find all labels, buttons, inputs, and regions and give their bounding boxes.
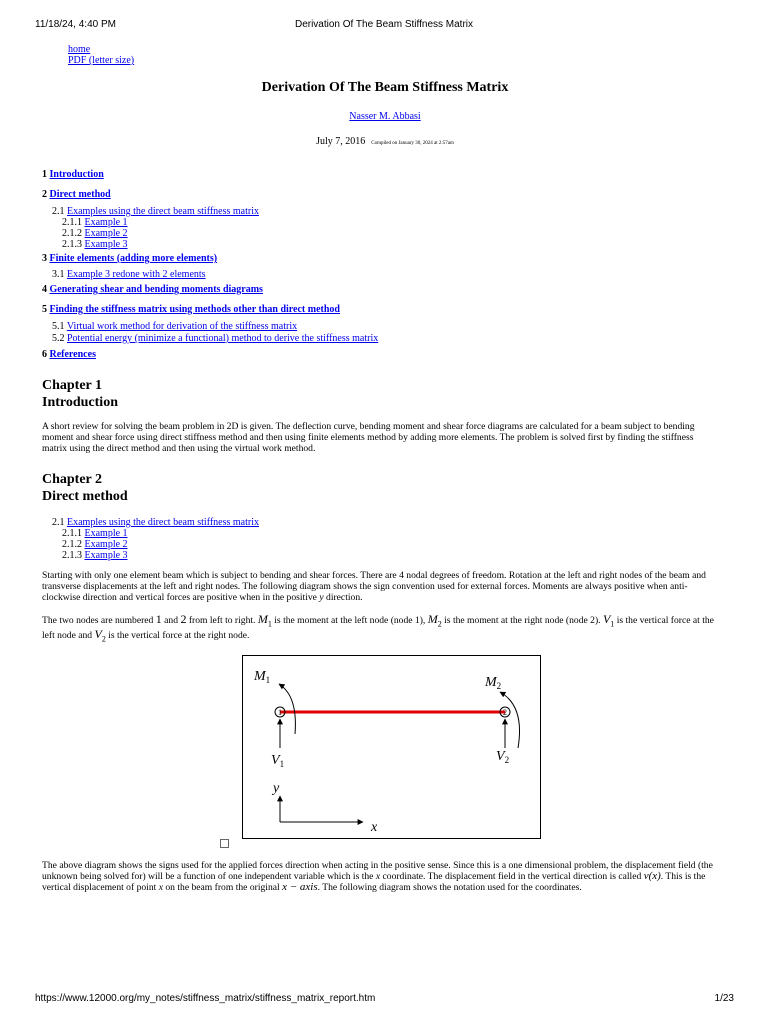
- compiled-note: Compiled on January 30, 2024 at 2:57am: [371, 141, 454, 146]
- print-page-number: 1/23: [714, 993, 734, 1004]
- toc-link-introduction[interactable]: Introduction: [49, 169, 104, 180]
- node-2-label: 2: [503, 708, 507, 717]
- section-toc-2-1-1: [62, 528, 128, 539]
- toc-link-shear-bending[interactable]: Generating shear and bending moments diagrams: [49, 284, 263, 295]
- section-link-example-1[interactable]: Example 1: [84, 528, 128, 539]
- paragraph-text: The two nodes are numbered: [42, 615, 154, 626]
- direct-method-paragraph: [42, 570, 718, 603]
- paragraph-text: direction.: [326, 592, 363, 603]
- print-footer: [0, 993, 768, 1007]
- x-axis-label: x: [371, 820, 378, 835]
- toc-number: 6: [42, 349, 47, 360]
- toc-item-2-1-1: [62, 217, 128, 228]
- toc-link-finite-elements[interactable]: Finite elements (adding more elements): [49, 253, 218, 264]
- nodes-paragraph: [42, 614, 718, 645]
- math-var: x: [158, 882, 163, 893]
- toc-number: 2: [42, 189, 47, 200]
- math-V1: $V_1$: [602, 612, 615, 629]
- paragraph-text: from left to right.: [188, 615, 256, 626]
- toc-number: 2.1: [52, 206, 65, 217]
- section-link-example-2[interactable]: Example 2: [84, 539, 128, 550]
- print-header: [0, 19, 768, 33]
- intro-paragraph: A short review for solving the beam problem in 2D is given. The deflection curve, bending moment and shear force diagrams are calculated for a beam subject to bending moment and shear force using direct stiffness method and then using finite elements method by adding more elements. The problem is solved first by finding the stiffness matrix using the direct method and then using the virtual work method.: [42, 421, 695, 454]
- toc-number: 5: [42, 304, 47, 315]
- math-var: 2: [180, 612, 187, 626]
- toc-number: 4: [42, 284, 47, 295]
- toc-number: 2.1.3: [62, 550, 82, 561]
- chapter-number: Chapter 1: [42, 378, 103, 393]
- print-url: https://www.12000.org/my_notes/stiffness_matrix/stiffness_matrix_report.htm: [35, 993, 376, 1004]
- beam-sign-convention-diagram: [242, 655, 541, 839]
- document-title: Derivation Of The Beam Stiffness Matrix: [261, 80, 509, 95]
- toc-number: 2.1.3: [62, 239, 82, 250]
- toc-item-3: [42, 253, 217, 264]
- section-link-example-3[interactable]: Example 3: [84, 550, 128, 561]
- toc-number: 2.1.1: [62, 528, 82, 539]
- section-toc-2-1-2: [62, 539, 128, 550]
- moment-2-label: $M_2$: [485, 675, 502, 691]
- toc-number: 2.1.1: [62, 217, 82, 228]
- toc-number: 1: [42, 169, 47, 180]
- paragraph-text: and: [164, 615, 179, 626]
- toc-link-example-1[interactable]: Example 1: [84, 217, 128, 228]
- toc-link-examples[interactable]: Examples using the direct beam stiffness matrix: [67, 206, 259, 217]
- force-1-label: $V_1$: [271, 753, 285, 769]
- toc-number: 2.1.2: [62, 539, 82, 550]
- toc-link-other-methods[interactable]: Finding the stiffness matrix using methods other than direct method: [49, 304, 340, 315]
- paragraph-text: Starting with only one element beam which is subject to bending and shear forces. There are 4 nodal degrees of freedom. Rotation at the left and right nodes of the beam and transverse displacements at the left and right nodes. The following diagram shows the sign convention used for external forces. Moments are always positive when anti-clockwise direction and vertical forces are positive when in the positive: [42, 570, 706, 603]
- paragraph-text: is the vertical force at the left node and: [42, 615, 714, 642]
- paragraph-text: is the moment at the right node (node 2).: [444, 615, 601, 626]
- beam-diagram-svg: [243, 656, 540, 838]
- image-placeholder-checkbox[interactable]: [220, 839, 229, 848]
- math-V2: $V_2$: [94, 627, 106, 644]
- toc-item-2-1-3: [62, 239, 128, 250]
- toc-item-3-1: [52, 269, 206, 280]
- section-toc-2-1: [52, 517, 259, 528]
- toc-link-references[interactable]: References: [49, 349, 96, 360]
- paragraph-text: coordinate. The displacement field in the vertical direction is called: [382, 871, 642, 882]
- toc-item-5: [42, 304, 340, 315]
- chapter-2-heading: [42, 471, 128, 505]
- paragraph-text: The above diagram shows the signs used for the applied forces direction when acting in the positive sense. Since this is a one dimensional problem, the displacement field (the unknown being solved for) will be a function of one independent variable which is the: [42, 860, 713, 882]
- publish-date: July 7, 2016: [316, 136, 366, 147]
- toc-link-potential-energy[interactable]: Potential energy (minimize a functional) method to derive the stiffness matrix: [67, 333, 379, 344]
- paragraph-text: is the moment at the left node (node 1),: [274, 615, 426, 626]
- paragraph-text: is the vertical force at the right node.: [108, 630, 250, 642]
- pdf-link[interactable]: PDF (letter size): [68, 55, 135, 66]
- date-line: [42, 136, 728, 149]
- top-links: [68, 44, 134, 66]
- paragraph-text: . This is the vertical displacement of point: [42, 871, 706, 893]
- print-title: Derivation Of The Beam Stiffness Matrix: [294, 19, 474, 30]
- chapter-title: Introduction: [42, 395, 118, 410]
- toc-link-example-3[interactable]: Example 3: [84, 239, 128, 250]
- print-timestamp: 11/18/24, 4:40 PM: [35, 19, 116, 30]
- home-link[interactable]: home: [68, 44, 91, 55]
- math-var: x − axis: [282, 881, 318, 893]
- force-2-label: $V_2$: [496, 749, 510, 765]
- paragraph-text: on the beam from the original: [165, 882, 280, 893]
- toc-number: 3.1: [52, 269, 65, 280]
- paragraph-text: . The following diagram shows the notation used for the coordinates.: [317, 882, 582, 893]
- toc-number: 2.1.2: [62, 228, 82, 239]
- toc-number: 2.1: [52, 517, 65, 528]
- toc-item-2-1-2: [62, 228, 128, 239]
- toc-item-2: [42, 189, 111, 200]
- moment-1-label: $M_1$: [254, 669, 271, 685]
- chapter-1-heading: [42, 377, 118, 411]
- math-var: v(x): [643, 870, 661, 882]
- toc-item-5-2: [52, 333, 378, 344]
- toc-link-example-3-redone[interactable]: Example 3 redone with 2 elements: [67, 269, 206, 280]
- toc-item-6: [42, 349, 96, 360]
- math-M1: $M_1$: [257, 612, 272, 629]
- toc-link-direct-method[interactable]: Direct method: [49, 189, 111, 200]
- toc-number: 5.2: [52, 333, 65, 344]
- section-toc-2-1-3: [62, 550, 128, 561]
- toc-item-5-1: [52, 321, 297, 332]
- author-link[interactable]: Nasser M. Abbasi: [349, 111, 421, 122]
- author-line: [42, 111, 728, 122]
- toc-link-virtual-work[interactable]: Virtual work method for derivation of the stiffness matrix: [66, 321, 298, 332]
- toc-item-4: [42, 284, 263, 295]
- section-link-examples[interactable]: Examples using the direct beam stiffness matrix: [67, 517, 259, 528]
- math-var: y: [319, 592, 324, 603]
- toc-number: 5.1: [52, 321, 65, 332]
- displacement-paragraph: [42, 860, 718, 893]
- toc-item-2-1: [52, 206, 259, 217]
- toc-item-1: [42, 169, 104, 180]
- chapter-title: Direct method: [42, 489, 128, 504]
- math-M2: $M_2$: [427, 612, 442, 629]
- math-var: x: [375, 871, 381, 882]
- toc-link-example-2[interactable]: Example 2: [84, 228, 128, 239]
- math-var: 1: [155, 612, 162, 626]
- chapter-number: Chapter 2: [42, 472, 103, 487]
- node-1-label: 1: [278, 708, 282, 717]
- y-axis-label: y: [273, 781, 280, 796]
- toc-number: 3: [42, 253, 47, 264]
- moment-2-arrow: [500, 692, 520, 748]
